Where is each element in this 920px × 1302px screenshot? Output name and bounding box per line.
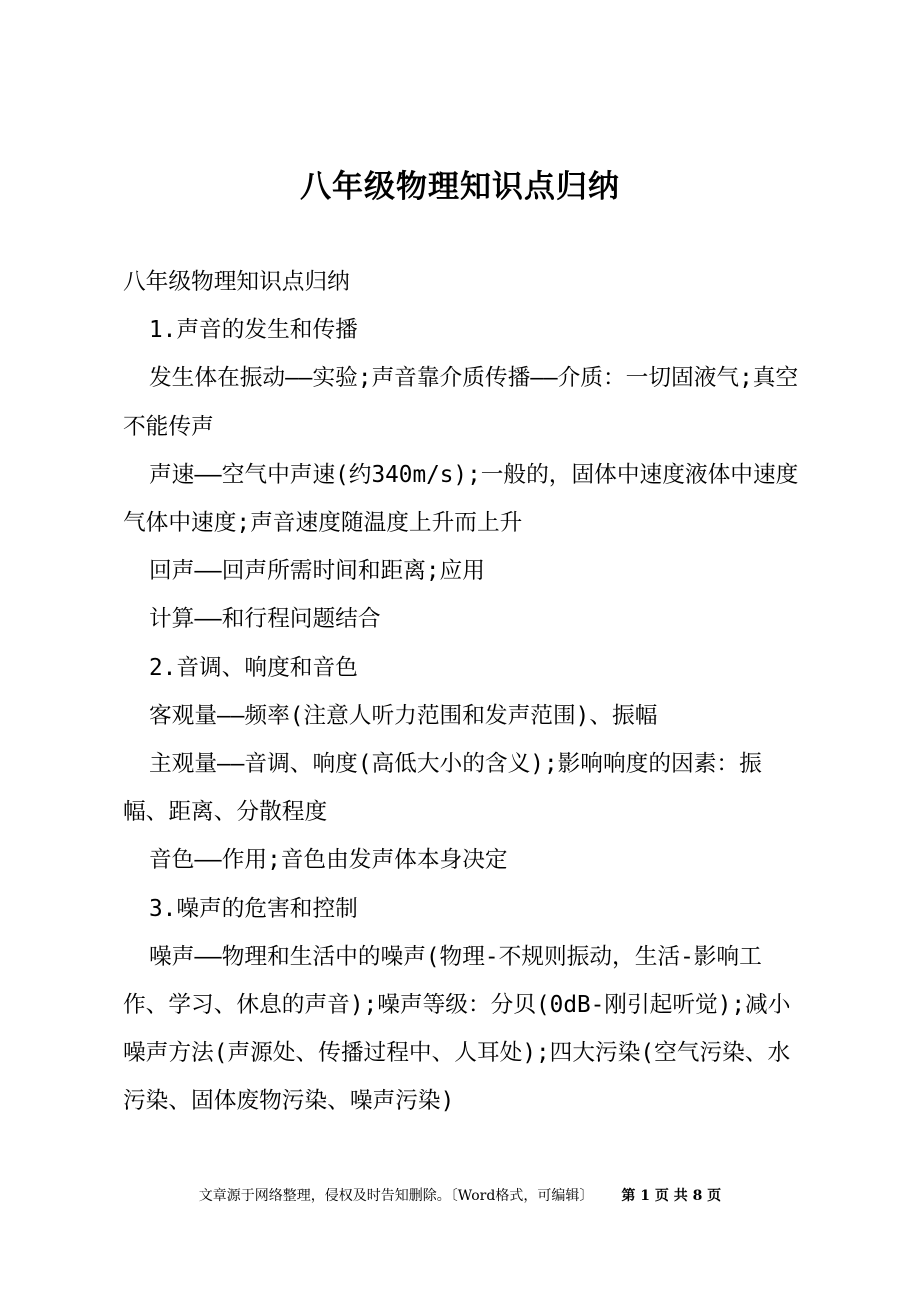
page-footer xyxy=(0,1186,920,1206)
document-body xyxy=(123,258,805,1126)
body-heading: 八年级物理知识点归纳 xyxy=(123,269,350,295)
paragraph-objective-quantities: 客观量——频率(注意人听力范围和发声范围)、振幅 xyxy=(149,702,658,729)
section-heading-sound-propagation: 1.声音的发生和传播 xyxy=(149,317,358,344)
paragraph-timbre: 音色——作用;音色由发声体本身决定 xyxy=(149,847,508,874)
footer-page-number: 第 1 页 共 8 页 xyxy=(621,1188,722,1204)
section-heading-pitch-loudness-timbre: 2.音调、响度和音色 xyxy=(149,654,358,681)
paragraph-sound-speed: 声速——空气中声速(约340m/s);一般的，固体中速度液体中速度气体中速度;声音速度随温度上升而上升 xyxy=(123,461,799,537)
paragraph-subjective-quantities: 主观量——音调、响度(高低大小的含义);影响响度的因素：振幅、距离、分散程度 xyxy=(123,751,762,826)
footer-source-note: 文章源于网络整理，侵权及时告知删除。〔Word格式，可编辑〕 xyxy=(198,1188,594,1204)
document-title: 八年级物理知识点归纳 xyxy=(300,169,620,205)
paragraph-calculation: 计算——和行程问题结合 xyxy=(149,606,381,633)
paragraph-vibration-medium: 发生体在振动——实验;声音靠介质传播——介质：一切固液气;真空不能传声 xyxy=(123,365,799,440)
paragraph-echo: 回声——回声所需时间和距离;应用 xyxy=(149,558,485,585)
paragraph-noise: 噪声——物理和生活中的噪声(物理-不规则振动，生活-影响工作、学习、休息的声音);噪声等级：分贝(0dB-刚引起听觉);减小噪声方法(声源处、传播过程中、人耳处);四大污染(空气污染、水污染、固体废物污染、噪声污染) xyxy=(123,943,791,1115)
section-heading-noise-control: 3.噪声的危害和控制 xyxy=(149,895,358,922)
